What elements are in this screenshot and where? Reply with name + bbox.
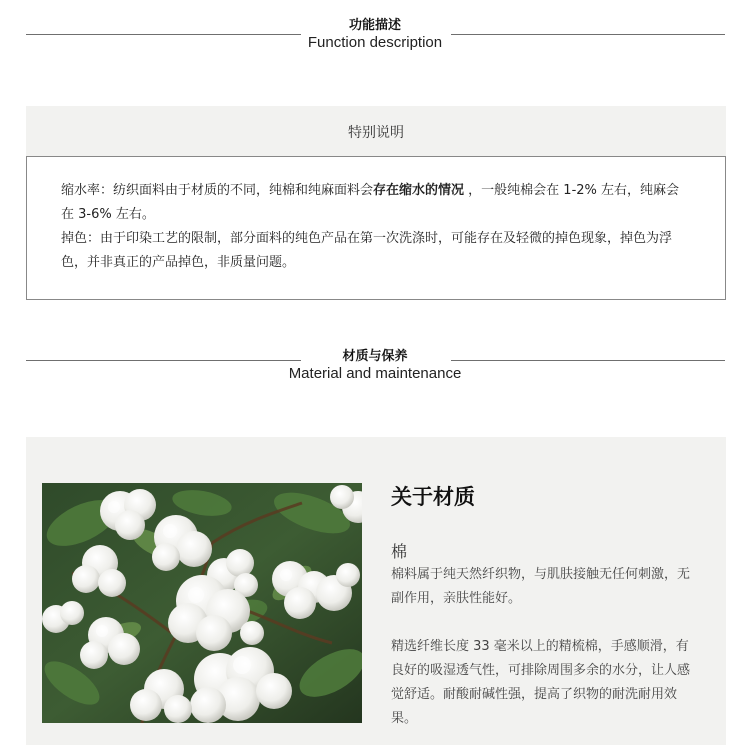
function-title-en: Function description (307, 34, 443, 51)
shrinkage-note (61, 179, 691, 227)
material-subheading: 棉 (391, 542, 408, 561)
material-paragraph-1: 棉料属于纯天然纤织物，与肌肤接触无任何刺激，无副作用，亲肤性能好。 (391, 567, 691, 606)
function-title-cn: 功能描述 (348, 18, 401, 33)
special-note-header (26, 106, 726, 156)
special-note-title: 特别说明 (348, 125, 404, 141)
shrinkage-text-before: 缩水率：纺织面料由于材质的不同，纯棉和纯麻面料会 (61, 183, 374, 198)
cotton-photo (42, 483, 362, 723)
material-panel (26, 437, 726, 745)
fading-note: 掉色：由于印染工艺的限制，部分面料的纯色产品在第一次洗涤时，可能存在及轻微的掉色现象，掉色为浮色，并非真正的产品掉色，非质量问题。 (61, 231, 673, 270)
material-paragraph-2: 精选纤维长度 33 毫米以上的精梳棉，手感顺滑，有良好的吸湿透气性，可排除周围多余的水分，让人感觉舒适。耐酸耐碱性强，提高了织物的耐洗耐用效果。 (391, 639, 691, 726)
special-note-box (26, 156, 726, 300)
material-maintenance-header (0, 349, 750, 389)
shrinkage-text-after: ，一般纯棉会在 1-2% 左右，纯麻会在 3-6% 左右。 (61, 183, 680, 222)
material-heading: 关于材质 (391, 485, 475, 509)
shrinkage-highlight: 存在缩水的情况 (373, 183, 465, 198)
function-description-header (0, 18, 750, 58)
material-title-cn: 材质与保养 (342, 349, 408, 364)
material-title-en: Material and maintenance (288, 365, 462, 382)
